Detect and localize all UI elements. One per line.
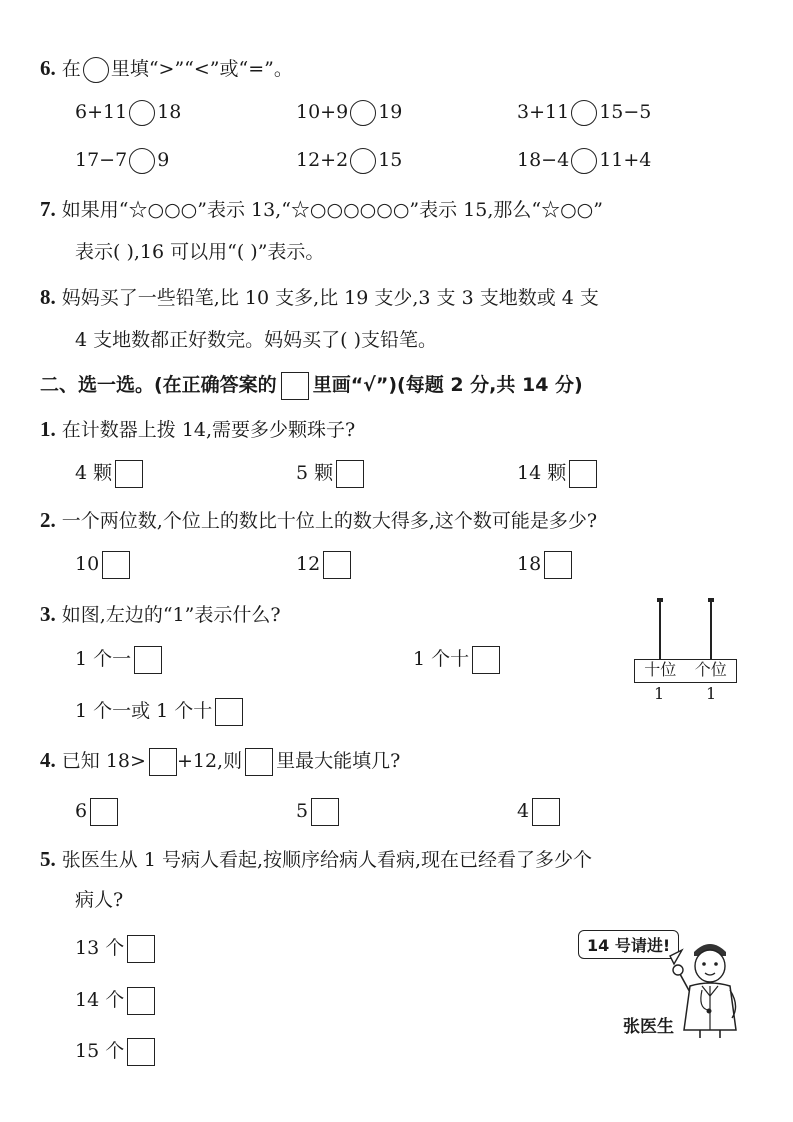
section-2-heading bbox=[40, 370, 583, 400]
c2-question bbox=[40, 506, 597, 533]
q7-number: 7. bbox=[40, 197, 56, 221]
answer-box[interactable] bbox=[311, 798, 339, 826]
c2-option-3 bbox=[517, 551, 572, 579]
c3-text: 如图,左边的“1”表示什么? bbox=[61, 604, 281, 626]
c5-option-3 bbox=[75, 1036, 155, 1066]
q6-item-right: 15−5 bbox=[599, 101, 652, 123]
answer-box[interactable] bbox=[532, 798, 560, 826]
c1-option-2 bbox=[296, 458, 364, 488]
q6-item-left: 3+11 bbox=[517, 101, 570, 123]
c4-option-3 bbox=[517, 798, 560, 826]
answer-box[interactable] bbox=[127, 1038, 155, 1066]
c5-option-1 bbox=[75, 933, 155, 963]
option-label: 4 bbox=[517, 800, 530, 822]
q8-line1 bbox=[40, 283, 599, 310]
answer-circle[interactable] bbox=[350, 148, 376, 174]
answer-box[interactable] bbox=[127, 987, 155, 1015]
abacus-rod-tens bbox=[659, 600, 661, 660]
q6-text-after: 里填“>”“<”或“=”。 bbox=[110, 58, 293, 80]
answer-box[interactable] bbox=[472, 646, 500, 674]
option-label: 14 个 bbox=[75, 989, 125, 1011]
abacus-ones-label: 个位 bbox=[694, 660, 727, 679]
answer-box[interactable] bbox=[127, 935, 155, 963]
answer-circle[interactable] bbox=[571, 100, 597, 126]
answer-circle[interactable] bbox=[129, 148, 155, 174]
option-label: 1 个一或 1 个十 bbox=[75, 700, 213, 722]
abacus-rod-cap bbox=[657, 598, 663, 602]
c5-number: 5. bbox=[40, 847, 56, 871]
q6-item-6 bbox=[517, 148, 651, 174]
option-label: 13 个 bbox=[75, 937, 125, 959]
abacus-ones-digit: 1 bbox=[706, 684, 717, 703]
c4-option-1 bbox=[75, 798, 118, 826]
abacus-base bbox=[634, 659, 737, 683]
c4-option-2 bbox=[296, 798, 339, 826]
c1-option-3 bbox=[517, 458, 597, 488]
q6-item-right: 15 bbox=[378, 149, 403, 171]
answer-box[interactable] bbox=[544, 551, 572, 579]
q6-item-3 bbox=[517, 100, 651, 126]
c3-option-2 bbox=[413, 644, 500, 674]
answer-box[interactable] bbox=[323, 551, 351, 579]
speech-bubble: 14 号请进! bbox=[578, 930, 679, 959]
answer-box[interactable] bbox=[336, 460, 364, 488]
abacus-rod-cap bbox=[708, 598, 714, 602]
c1-option-1 bbox=[75, 458, 143, 488]
q6-item-right: 18 bbox=[157, 101, 182, 123]
answer-box[interactable] bbox=[215, 698, 243, 726]
q6-item-4 bbox=[75, 148, 169, 174]
abacus-tens-label: 十位 bbox=[644, 660, 677, 679]
c4-text-a: 已知 18> bbox=[61, 750, 146, 772]
c4-number: 4. bbox=[40, 748, 56, 772]
option-label: 1 个十 bbox=[413, 648, 470, 670]
c1-number: 1. bbox=[40, 417, 56, 441]
q6-item-right: 11+4 bbox=[599, 149, 652, 171]
option-label: 12 bbox=[296, 553, 321, 575]
c3-option-3 bbox=[75, 696, 243, 726]
option-label: 10 bbox=[75, 553, 100, 575]
abacus-rod-ones bbox=[710, 600, 712, 660]
answer-box[interactable] bbox=[134, 646, 162, 674]
section-2-title-before: 二、选一选。(在正确答案的 bbox=[40, 374, 277, 396]
q7-line2: 表示( ),16 可以用“( )”表示。 bbox=[75, 241, 325, 263]
c3-question bbox=[40, 600, 281, 627]
q6-item-left: 18−4 bbox=[517, 149, 570, 171]
section-2-title-after: 里画“√”)(每题 2 分,共 14 分) bbox=[312, 374, 583, 396]
answer-box-sample bbox=[281, 372, 309, 400]
answer-box[interactable] bbox=[115, 460, 143, 488]
q6-item-left: 17−7 bbox=[75, 149, 128, 171]
c2-option-1 bbox=[75, 551, 130, 579]
q6-item-left: 6+11 bbox=[75, 101, 128, 123]
c2-number: 2. bbox=[40, 508, 56, 532]
answer-circle[interactable] bbox=[571, 148, 597, 174]
q6-number: 6. bbox=[40, 56, 56, 80]
c3-option-1 bbox=[75, 644, 162, 674]
c4-text-b: +12,则 bbox=[176, 750, 243, 772]
q6-item-right: 9 bbox=[157, 149, 170, 171]
c5-option-2 bbox=[75, 985, 155, 1015]
c5-text: 张医生从 1 号病人看起,按顺序给病人看病,现在已经看了多少个 bbox=[61, 849, 593, 871]
q8-line2: 4 支地数都正好数完。妈妈买了( )支铅笔。 bbox=[75, 329, 437, 351]
q7-line1 bbox=[40, 195, 603, 222]
option-label: 14 颗 bbox=[517, 462, 567, 484]
blank-box[interactable] bbox=[149, 748, 177, 776]
option-label: 4 颗 bbox=[75, 462, 113, 484]
q6-item-left: 10+9 bbox=[296, 101, 349, 123]
c5-line1 bbox=[40, 845, 592, 872]
c2-option-2 bbox=[296, 551, 351, 579]
q6-item-left: 12+2 bbox=[296, 149, 349, 171]
answer-box[interactable] bbox=[102, 551, 130, 579]
answer-box[interactable] bbox=[90, 798, 118, 826]
blank-box bbox=[245, 748, 273, 776]
option-label: 18 bbox=[517, 553, 542, 575]
option-label: 1 个一 bbox=[75, 648, 132, 670]
c4-text-c: 里最大能填几? bbox=[276, 750, 401, 772]
q6-text-before: 在 bbox=[61, 58, 81, 80]
q8-text: 妈妈买了一些铅笔,比 10 支多,比 19 支少,3 支 3 支地数或 4 支 bbox=[61, 287, 599, 309]
c1-question bbox=[40, 415, 355, 442]
abacus-tens-digit: 1 bbox=[654, 684, 665, 703]
answer-circle[interactable] bbox=[350, 100, 376, 126]
q6-item-1 bbox=[75, 100, 181, 126]
option-label: 15 个 bbox=[75, 1040, 125, 1062]
q7-text: 如果用“☆○○○”表示 13,“☆○○○○○○”表示 15,那么“☆○○” bbox=[61, 199, 603, 221]
doctor-label: 张医生 bbox=[623, 1017, 674, 1037]
c4-question bbox=[40, 746, 400, 776]
q8-number: 8. bbox=[40, 285, 56, 309]
c2-text: 一个两位数,个位上的数比十位上的数大得多,这个数可能是多少? bbox=[61, 510, 598, 532]
c3-number: 3. bbox=[40, 602, 56, 626]
c5-line2: 病人? bbox=[75, 889, 124, 911]
c1-text: 在计数器上拨 14,需要多少颗珠子? bbox=[61, 419, 356, 441]
option-label: 5 颗 bbox=[296, 462, 334, 484]
option-label: 6 bbox=[75, 800, 88, 822]
q6-line bbox=[40, 54, 293, 83]
q6-item-5 bbox=[296, 148, 402, 174]
answer-circle[interactable] bbox=[129, 100, 155, 126]
answer-box[interactable] bbox=[569, 460, 597, 488]
answer-circle-sample bbox=[83, 57, 109, 83]
option-label: 5 bbox=[296, 800, 309, 822]
q6-item-right: 19 bbox=[378, 101, 403, 123]
q6-item-2 bbox=[296, 100, 402, 126]
